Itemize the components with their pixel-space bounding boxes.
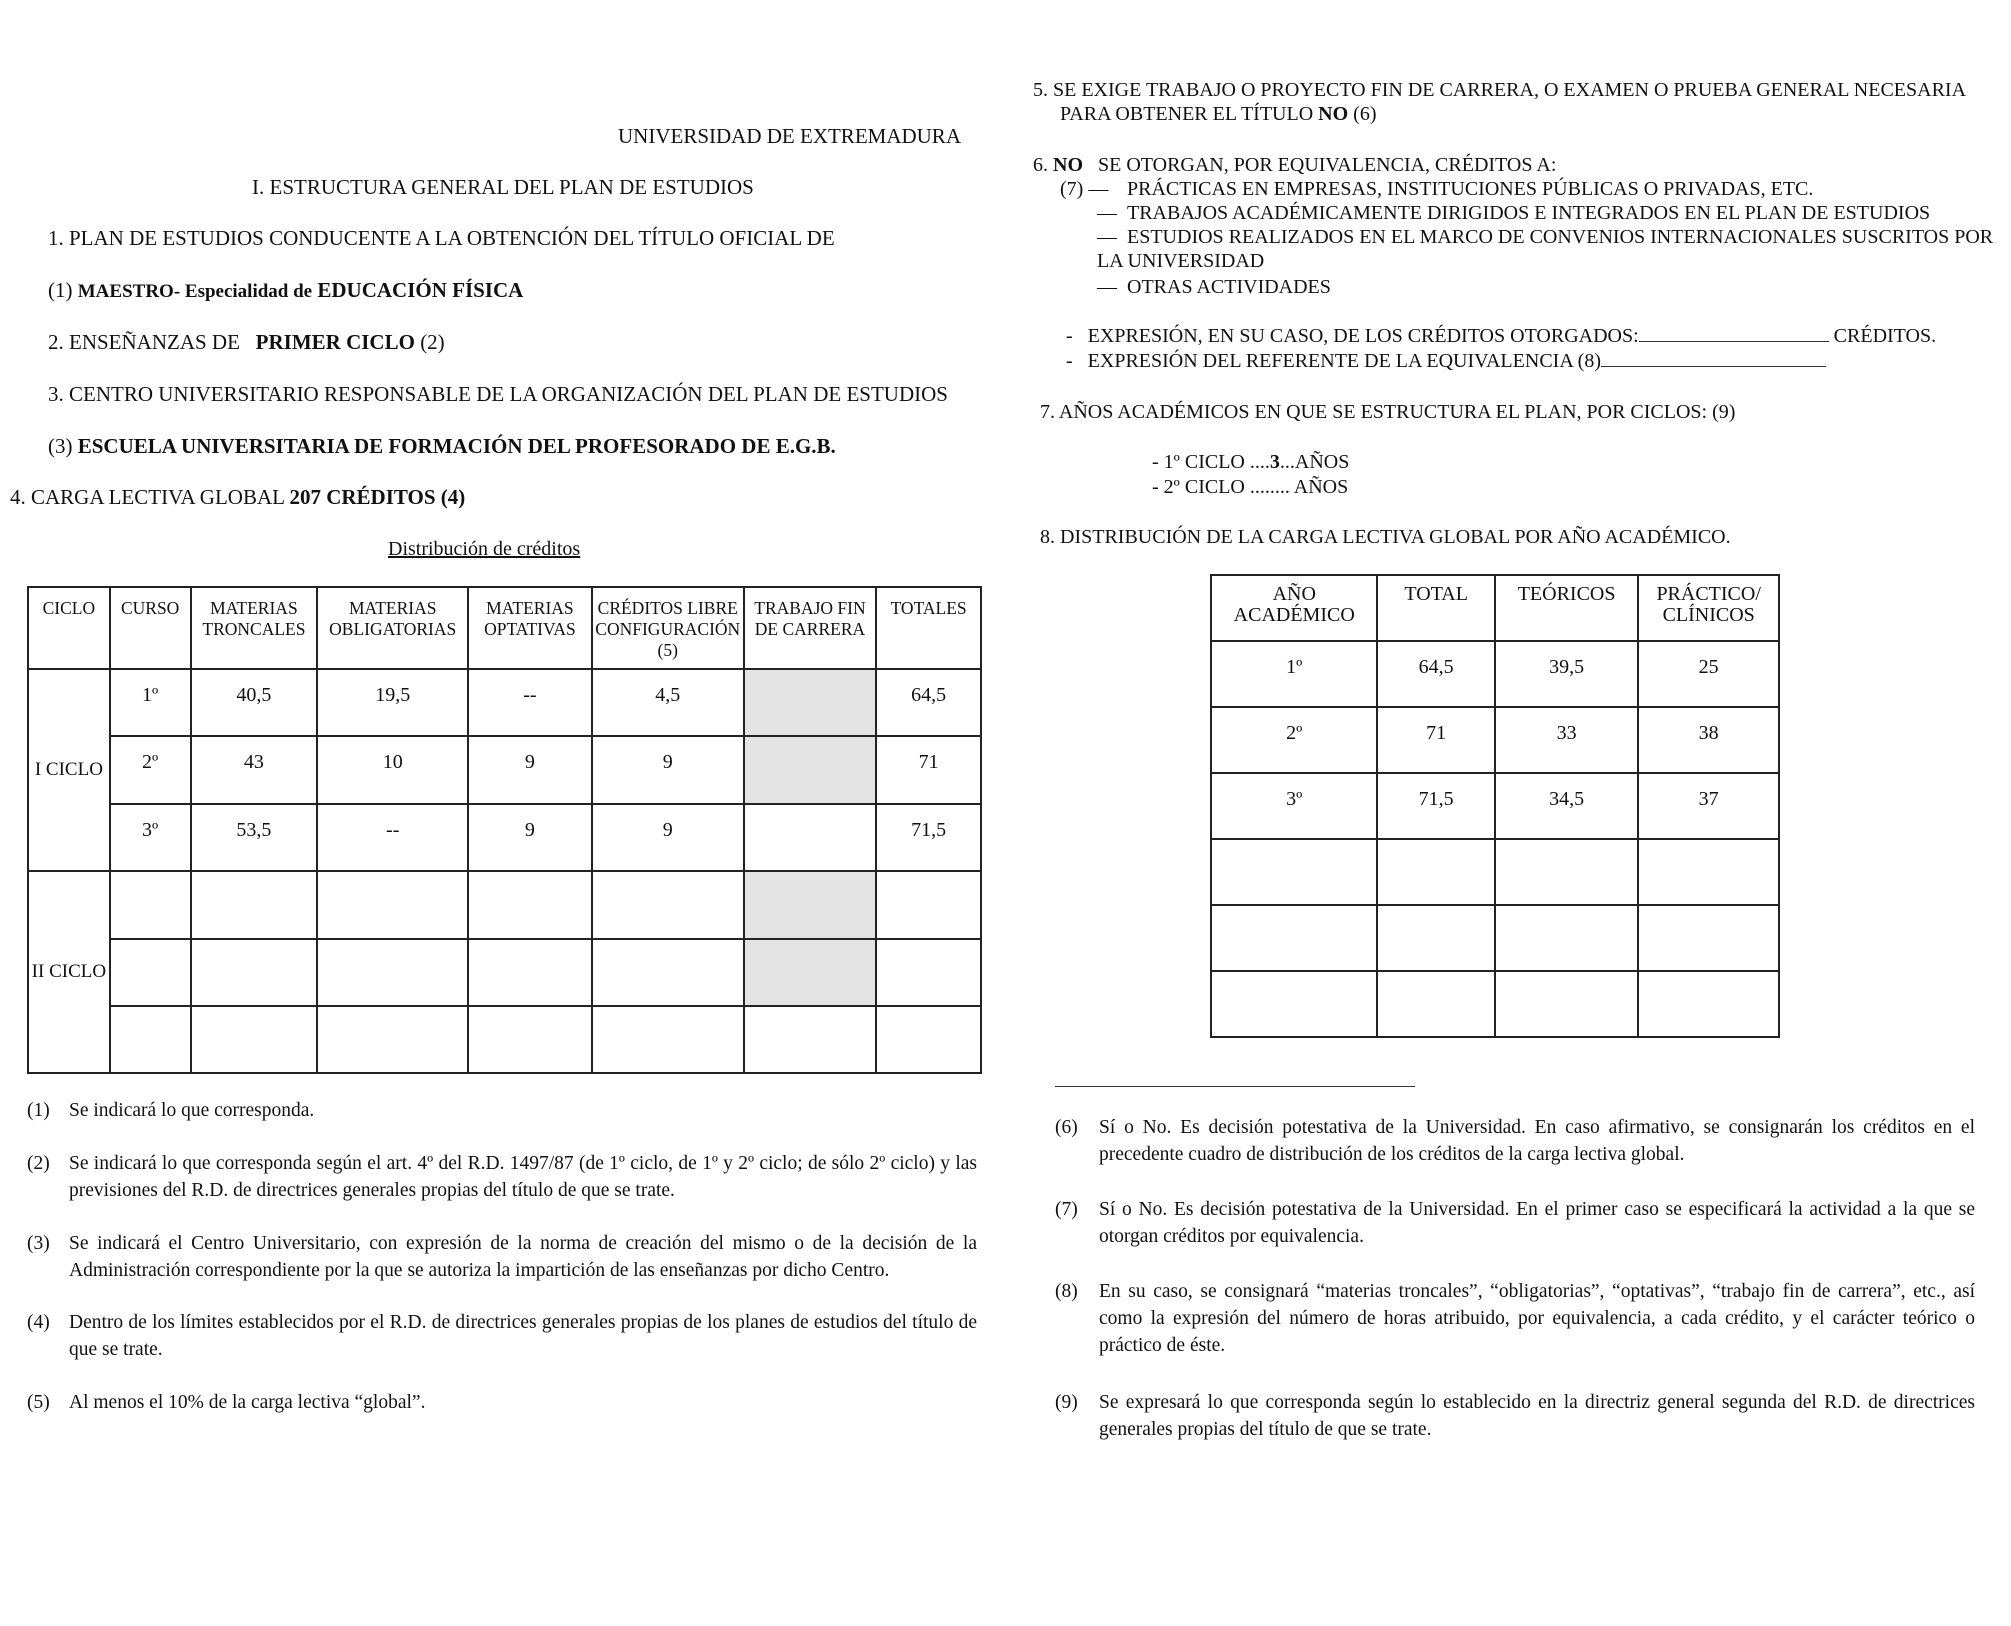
cell-teoricos: 34,5 <box>1495 773 1638 839</box>
header-totales: TOTALES <box>876 587 981 669</box>
cell-practicos: 25 <box>1638 641 1779 707</box>
yearly-load-table <box>1210 574 1780 1038</box>
table-row-empty <box>28 1006 981 1073</box>
table-row <box>1211 773 1779 839</box>
expresion-creditos: - EXPRESIÓN, EN SU CASO, DE LOS CRÉDITOS OTORGADOS: CRÉDITOS. <box>1066 325 1937 347</box>
header-practicos: PRÁCTICO/ CLÍNICOS <box>1638 575 1779 641</box>
table-row <box>1211 707 1779 773</box>
item6 <box>1033 152 1556 178</box>
table-row-empty <box>1211 971 1779 1037</box>
header-optativas: MATERIAS OPTATIVAS <box>468 587 592 669</box>
item3-center-name: ESCUELA UNIVERSITARIA DE FORMACIÓN DEL PROFESORADO DE E.G.B. <box>77 434 836 458</box>
cell-curso: 3º <box>110 804 191 871</box>
header-troncales: MATERIAS TRONCALES <box>191 587 318 669</box>
table-row <box>28 804 981 871</box>
item6-note: (7) — <box>1060 178 1109 200</box>
header-ano-academico: AÑO ACADÉMICO <box>1211 575 1377 641</box>
item6-list-4: LA UNIVERSIDAD <box>1097 250 1265 272</box>
item6-list-5: OTRAS ACTIVIDADES <box>1127 276 1331 298</box>
ciclo-label-i: I CICLO <box>28 669 110 871</box>
item5-line2 <box>1060 101 1376 127</box>
item5-label: PARA OBTENER EL TÍTULO <box>1060 103 1314 125</box>
table-row <box>1211 641 1779 707</box>
cell-trabajo <box>744 804 877 871</box>
header-libre-configuracion: CRÉDITOS LIBRE CONFIGURACIÓN (5) <box>592 587 744 669</box>
item1-label: 1. PLAN DE ESTUDIOS CONDUCENTE A LA OBTENCIÓN DEL TÍTULO OFICIAL DE <box>48 226 835 250</box>
cell-total: 71 <box>1377 707 1494 773</box>
item8-label: 8. DISTRIBUCIÓN DE LA CARGA LECTIVA GLOBAL POR AÑO ACADÉMICO. <box>1040 526 1731 548</box>
university-title: UNIVERSIDAD DE EXTREMADURA <box>618 124 961 148</box>
header-teoricos: TEÓRICOS <box>1495 575 1638 641</box>
footnote-7: (7) Sí o No. Es decisión potestativa de la Universidad. En el primer caso se especificará la actividad a la que se otorgan créditos por equivalencia. <box>1055 1199 1975 1247</box>
cell-ano: 1º <box>1211 641 1377 707</box>
item2-label: 2. ENSEÑANZAS DE <box>48 330 240 354</box>
cell-practicos: 38 <box>1638 707 1779 773</box>
item6-dash-3: — <box>1097 226 1117 248</box>
cell-libre: 9 <box>592 736 744 804</box>
cell-curso: 2º <box>110 736 191 804</box>
cell-trabajo <box>744 669 877 736</box>
footnote-9: (9) Se expresará lo que corresponda según lo establecido en la directriz general segunda del R.D. de directrices generales propias del título de que se trate. <box>1055 1392 1975 1440</box>
item6-dash-2: — <box>1097 202 1117 224</box>
item6-list-1: PRÁCTICAS EN EMPRESAS, INSTITUCIONES PÚBLICAS O PRIVADAS, ETC. <box>1127 178 1814 200</box>
expresion-referente: - EXPRESIÓN DEL REFERENTE DE LA EQUIVALENCIA (8) <box>1066 348 1826 374</box>
table-row-empty <box>1211 905 1779 971</box>
footnote-8: (8) En su caso, se consignará “materias troncales”, “obligatorias”, “optativas”, “trabajo fin de carrera”, etc., así como la expresión del número de horas atribuido, por equivalencia, a cada crédito, y el carácter teórico o práctico de éste. <box>1055 1281 1975 1356</box>
item6-dash-5: — <box>1097 276 1117 298</box>
footnote-3: (3) Se indicará el Centro Universitario, con expresión de la norma de creación del mismo o de la decisión de la Administración correspondiente por la que se autoriza la impartición de las enseñanzas por dicho Centro. <box>27 1233 977 1281</box>
item1-value <box>48 277 523 305</box>
cell-troncales: 40,5 <box>191 669 318 736</box>
cell-ano: 3º <box>1211 773 1377 839</box>
ciclo1-years: - 1º CICLO ....3...AÑOS <box>1152 451 1350 473</box>
item4 <box>10 484 465 510</box>
item4-suffix: CRÉDITOS (4) <box>326 485 466 509</box>
cell-libre: 9 <box>592 804 744 871</box>
item3-prefix: (3) <box>48 434 73 458</box>
footnote-2: (2) Se indicará lo que corresponda según el art. 4º del R.D. 1497/87 (de 1º ciclo, de 1º y 2º ciclo; de sólo 2º ciclo) y las previsiones del R.D. de directrices generales propias del título de que se trate. <box>27 1153 977 1201</box>
cell-total: 64,5 <box>1377 641 1494 707</box>
item2-value: PRIMER CICLO <box>255 330 415 354</box>
cell-trabajo <box>744 736 877 804</box>
cell-optativas: -- <box>468 669 592 736</box>
cell-obligatorias: 19,5 <box>317 669 468 736</box>
item4-label: 4. CARGA LECTIVA GLOBAL <box>10 485 285 509</box>
ciclo2-years: - 2º CICLO ........ AÑOS <box>1152 476 1349 498</box>
cell-practicos: 37 <box>1638 773 1779 839</box>
cell-libre: 4,5 <box>592 669 744 736</box>
cell-ano: 2º <box>1211 707 1377 773</box>
item6-value: NO <box>1053 154 1083 176</box>
header-obligatorias: MATERIAS OBLIGATORIAS <box>317 587 468 669</box>
item6-prefix: 6. <box>1033 154 1048 176</box>
item5-line1: 5. SE EXIGE TRABAJO O PROYECTO FIN DE CARRERA, O EXAMEN O PRUEBA GENERAL NECESARIA <box>1033 79 1967 101</box>
section-title: I. ESTRUCTURA GENERAL DEL PLAN DE ESTUDIOS <box>252 175 754 199</box>
item6-list-3: ESTUDIOS REALIZADOS EN EL MARCO DE CONVENIOS INTERNACIONALES SUSCRITOS POR <box>1127 226 1994 248</box>
item1-value-a: MAESTRO- Especialidad de <box>77 281 313 302</box>
item3-label: 3. CENTRO UNIVERSITARIO RESPONSABLE DE LA ORGANIZACIÓN DEL PLAN DE ESTUDIOS <box>48 382 948 406</box>
header-trabajo-fin-carrera: TRABAJO FIN DE CARRERA <box>744 587 877 669</box>
item3-value <box>48 433 836 459</box>
item1-value-b: EDUCACIÓN FÍSICA <box>317 278 524 302</box>
cell-totales: 71,5 <box>876 804 981 871</box>
table-row <box>28 736 981 804</box>
credits-distribution-table <box>27 586 982 1074</box>
table-row-empty <box>1211 839 1779 905</box>
table-row-empty <box>28 871 981 939</box>
credits-table-title: Distribución de créditos <box>388 538 581 560</box>
item5-value: NO <box>1318 103 1349 125</box>
ciclo-label-ii: II CICLO <box>28 871 110 1073</box>
item6-list-2: TRABAJOS ACADÉMICAMENTE DIRIGIDOS E INTEGRADOS EN EL PLAN DE ESTUDIOS <box>1127 202 1931 224</box>
footnote-6: (6) Sí o No. Es decisión potestativa de la Universidad. En caso afirmativo, se consignarán los créditos en el precedente cuadro de distribución de los créditos de la carga lectiva global. <box>1055 1117 1975 1165</box>
item1-prefix: (1) <box>48 278 73 302</box>
cell-totales: 64,5 <box>876 669 981 736</box>
item2 <box>48 329 445 355</box>
item5-note: (6) <box>1353 103 1377 125</box>
cell-troncales: 43 <box>191 736 318 804</box>
footnote-separator <box>1055 1086 1415 1087</box>
cell-obligatorias: 10 <box>317 736 468 804</box>
cell-teoricos: 33 <box>1495 707 1638 773</box>
footnote-1: (1) Se indicará lo que corresponda. <box>27 1100 315 1121</box>
cell-obligatorias: -- <box>317 804 468 871</box>
item4-value: 207 <box>289 485 321 509</box>
item6-label: SE OTORGAN, POR EQUIVALENCIA, CRÉDITOS A: <box>1098 154 1557 176</box>
cell-curso: 1º <box>110 669 191 736</box>
cell-troncales: 53,5 <box>191 804 318 871</box>
cell-optativas: 9 <box>468 736 592 804</box>
cell-totales: 71 <box>876 736 981 804</box>
cell-optativas: 9 <box>468 804 592 871</box>
cell-total: 71,5 <box>1377 773 1494 839</box>
item7-label: 7. AÑOS ACADÉMICOS EN QUE SE ESTRUCTURA EL PLAN, POR CICLOS: (9) <box>1040 401 1736 423</box>
footnote-5: (5) Al menos el 10% de la carga lectiva “global”. <box>27 1392 426 1413</box>
footnote-4: (4) Dentro de los límites establecidos por el R.D. de directrices generales propias de los planes de estudios del título de que se trate. <box>27 1312 977 1360</box>
header-curso: CURSO <box>110 587 191 669</box>
table-row <box>28 669 981 736</box>
header-ciclo: CICLO <box>28 587 110 669</box>
item2-note: (2) <box>420 330 445 354</box>
cell-teoricos: 39,5 <box>1495 641 1638 707</box>
table-row-empty <box>28 939 981 1006</box>
header-total: TOTAL <box>1377 575 1494 641</box>
